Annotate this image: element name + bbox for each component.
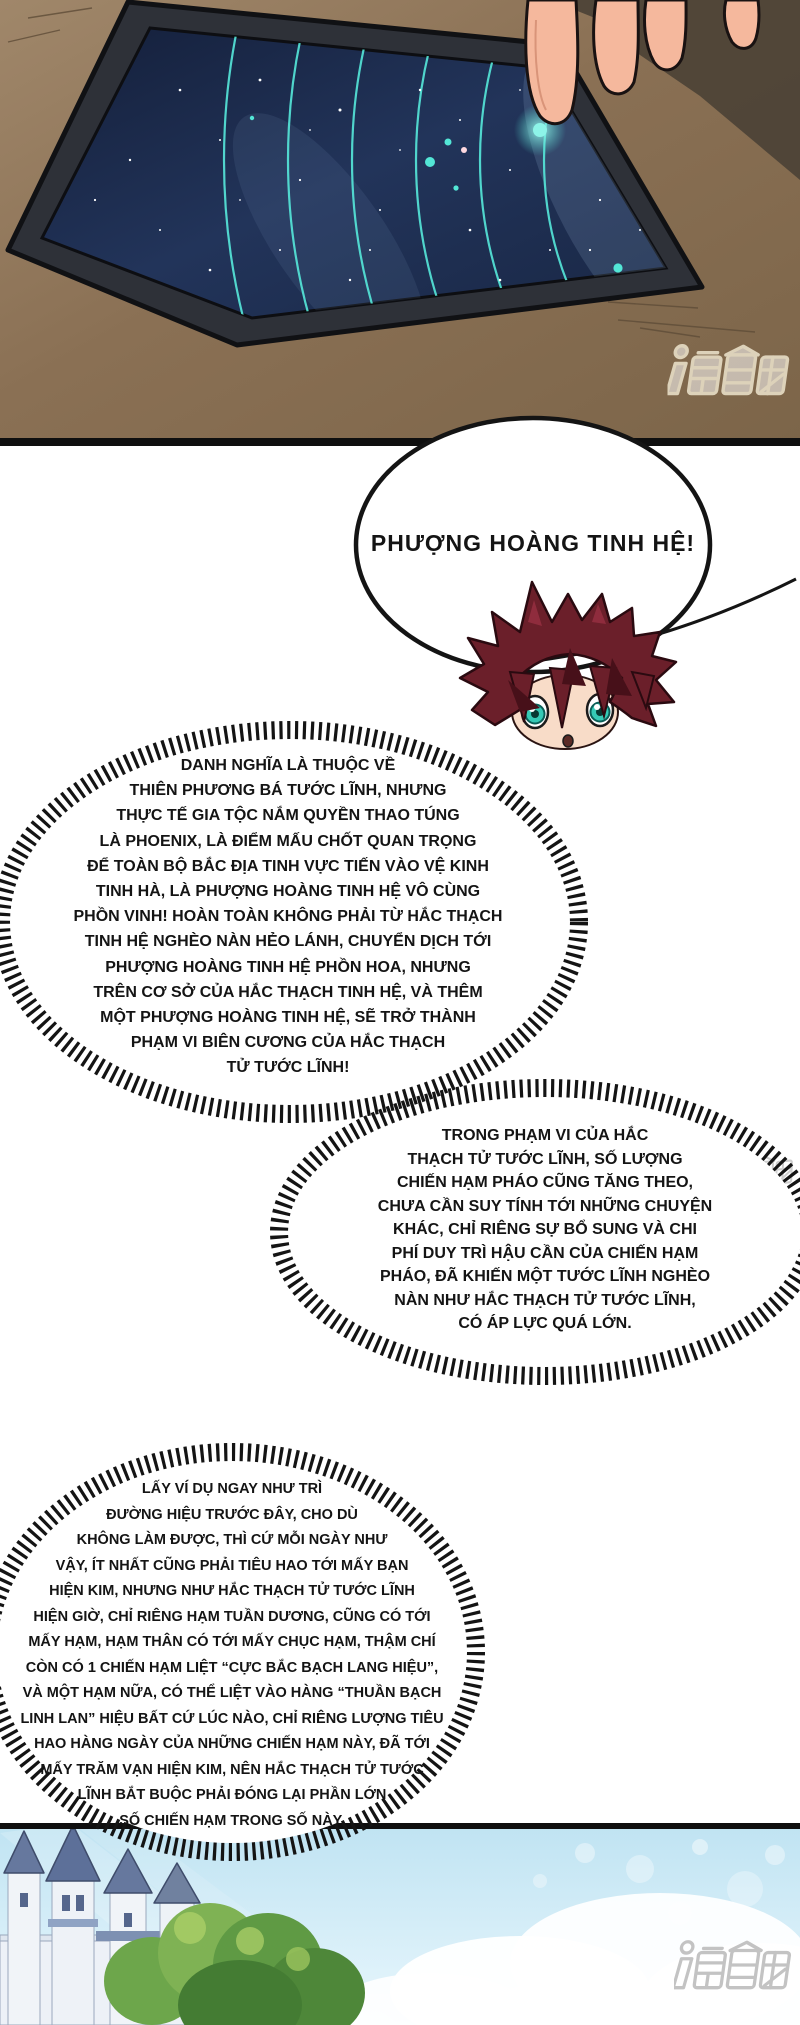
- mankezhan-watermark-bottom: [674, 1938, 798, 1994]
- bubble-line: PHỒN VINH! HOÀN TOÀN KHÔNG PHẢI TỪ HẮC THẠCH: [73, 908, 503, 926]
- bubble-line: TỬ TƯỚC LĨNH!: [226, 1059, 350, 1077]
- bubble-line: PHẠM VI BIÊN CƯƠNG CỦA HẮC THẠCH: [130, 1034, 446, 1052]
- bubble-line: THẠCH TỬ TƯỚC LĨNH, SỐ LƯỢNG: [407, 1150, 683, 1168]
- finger-middle: [594, 0, 639, 94]
- bubble-line: MẤY HẠM, HẠM THÂN CÓ TỚI MẤY CHỤC HẠM, THẬM CHÍ: [28, 1634, 436, 1650]
- bubble-line: THỰC TẾ GIA TỘC NẮM QUYỀN THAO TÚNG: [116, 807, 460, 825]
- burst-bubble-1-text: [10, 753, 566, 1081]
- bubble-line: LINH LAN” HIỆU BẤT CỨ LÚC NÀO, CHỈ RIÊNG LƯỢNG TIÊU: [20, 1710, 444, 1727]
- bubble-line: NÀN NHƯ HẮC THẠCH TỬ TƯỚC LĨNH,: [394, 1291, 696, 1309]
- bubble-line: PHÁO, ĐÃ KHIẾN MỘT TƯỚC LĨNH NGHÈO: [379, 1268, 711, 1285]
- bubble-line: CÒN CÓ 1 CHIẾN HẠM LIỆT “CỰC BẮC BẠCH LANG HIỆU”,: [25, 1659, 439, 1676]
- bubble-line: HAO HÀNG NGÀY CỦA NHỮNG CHIẾN HẠM NÀY, ĐÃ TỚI: [34, 1736, 430, 1752]
- bubble-line: PHÍ DUY TRÌ HẬU CẦN CỦA CHIẾN HẠM: [391, 1244, 699, 1262]
- bubble-line: TINH HÀ, LÀ PHƯỢNG HOÀNG TINH HỆ VÔ CÙNG: [95, 883, 481, 901]
- bubble-line: CHIẾN HẠM PHÁO CŨNG TĂNG THEO,: [397, 1174, 693, 1191]
- bubble-line: VÀ MỘT HẠM NỮA, CÓ THỂ LIỆT VÀO HÀNG “THUẦN BẠCH: [22, 1685, 442, 1701]
- bubble-line: LĨNH BẮT BUỘC PHẢI ĐÓNG LẠI PHẦN LỚN: [77, 1787, 387, 1803]
- bubble-line: THIÊN PHƯƠNG BÁ TƯỚC LĨNH, NHƯNG: [129, 782, 447, 800]
- bubble-line: KHÔNG LÀM ĐƯỢC, THÌ CỨ MỖI NGÀY NHƯ: [76, 1532, 388, 1548]
- bubble-line: ĐỂ TOÀN BỘ BẮC ĐỊA TINH VỰC TIẾN VÀO VỆ KINH: [87, 857, 489, 875]
- bubble-line: PHƯỢNG HOÀNG TINH HỆ PHỒN HOA, NHƯNG: [105, 958, 471, 976]
- bubble-line: TRÊN CƠ SỞ CỦA HẮC THẠCH TINH HỆ, VÀ THÊM: [93, 983, 483, 1001]
- bubble-line: LÀ PHOENIX, LÀ ĐIỂM MẤU CHỐT QUAN TRỌNG: [99, 832, 477, 850]
- bubble-line: MỘT PHƯỢNG HOÀNG TINH HỆ, SẼ TRỞ THÀNH: [100, 1009, 476, 1027]
- bubble-line: SỐ CHIẾN HẠM TRONG SỐ NÀY.: [119, 1812, 345, 1829]
- burst-bubble-3-text: [0, 1477, 464, 1834]
- bubble-line: KHÁC, CHỈ RIÊNG SỰ BỔ SUNG VÀ CHI: [393, 1221, 697, 1238]
- bubble-line: LẤY VÍ DỤ NGAY NHƯ TRÌ: [141, 1481, 323, 1497]
- finger-index: [526, 0, 578, 124]
- bubble-line: TRONG PHẠM VI CỦA HẮC: [441, 1127, 649, 1144]
- bubble-line: MẤY TRĂM VẠN HIỆN KIM, NÊN HẮC THẠCH TỬ TƯỚC: [40, 1761, 424, 1778]
- speech-bubble-text: PHƯỢNG HOÀNG TINH HỆ!: [370, 530, 696, 556]
- bubble-line: HIỆN GIỜ, CHỈ RIÊNG HẠM TUẦN DƯƠNG, CŨNG CÓ TỚI: [33, 1608, 431, 1625]
- bubble-line: CÓ ÁP LỰC QUÁ LỚN.: [458, 1315, 632, 1332]
- bubble-line: CHƯA CẦN SUY TÍNH TỚI NHỮNG CHUYỆN: [377, 1197, 713, 1215]
- bubble-line: TINH HỆ NGHÈO NÀN HẺO LÁNH, CHUYỂN DỊCH TỚI: [84, 933, 492, 951]
- burst-bubble-2-text: [285, 1124, 800, 1336]
- bubble-line: DANH NGHĨA LÀ THUỘC VỀ: [180, 757, 396, 774]
- bubble-line: HIỆN KIM, NHƯNG NHƯ HẮC THẠCH TỬ TƯỚC LĨNH: [49, 1583, 415, 1599]
- bubble-line: ĐƯỜNG HIỆU TRƯỚC ĐÂY, CHO DÙ: [106, 1506, 358, 1523]
- mankezhan-watermark-top: [666, 342, 798, 400]
- bubble-line: VẬY, ÍT NHẤT CŨNG PHẢI TIÊU HAO TỚI MẤY BẠN: [55, 1557, 409, 1574]
